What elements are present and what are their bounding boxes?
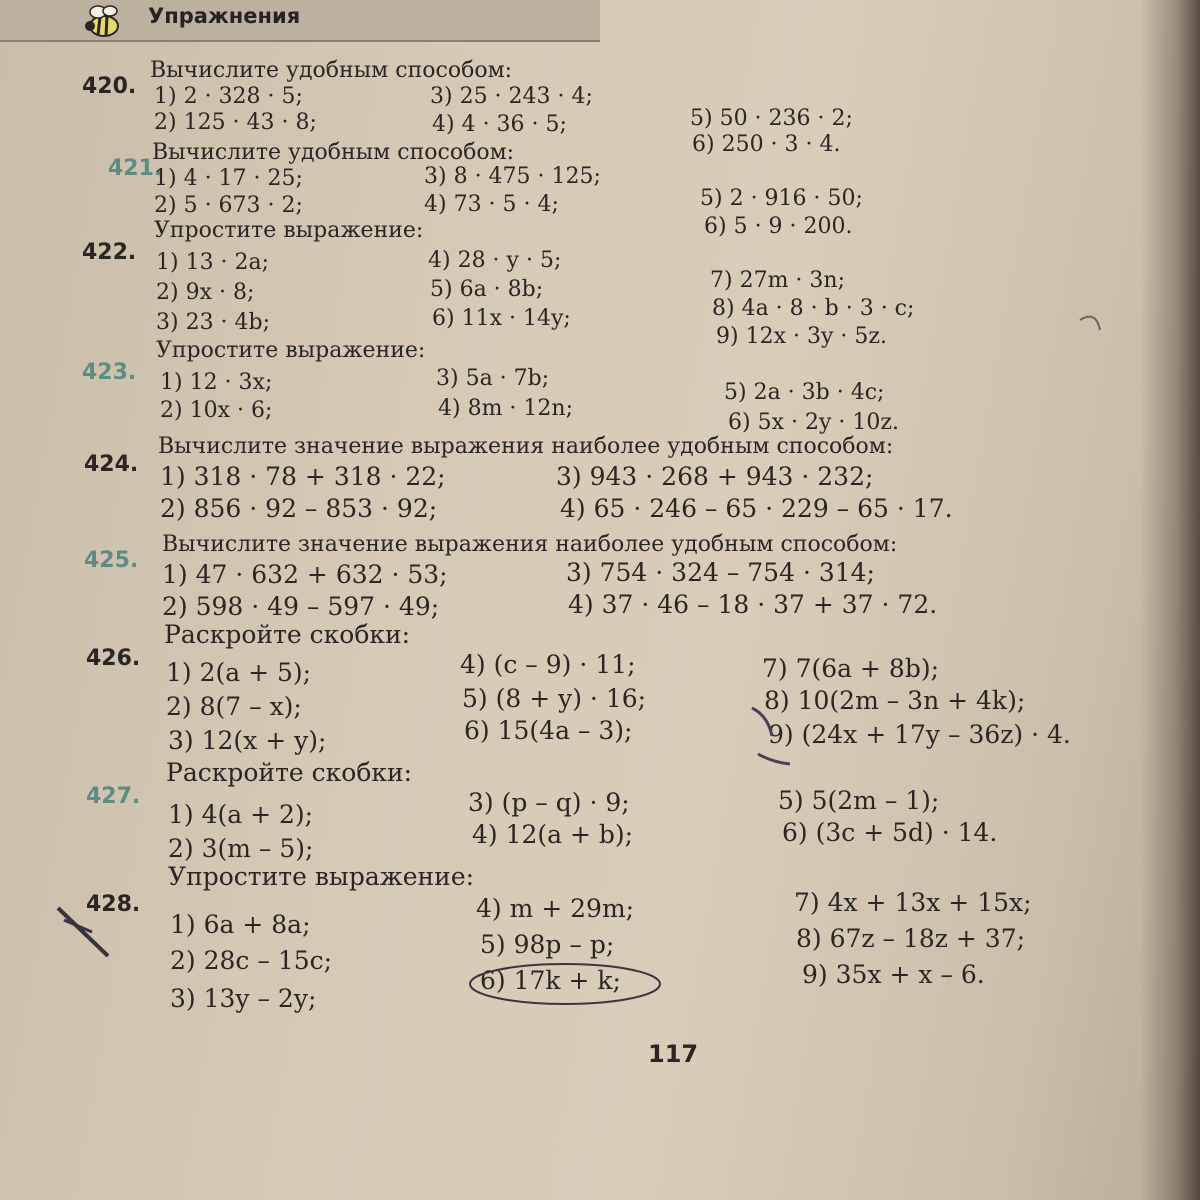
exercise-item: 3) 12(x + y); <box>168 726 327 755</box>
exercise-item: 7) 7(6a + 8b); <box>762 654 940 683</box>
exercise-number: 421. <box>108 156 163 181</box>
exercise-title: Вычислите значение выражения наиболее удобным способом: <box>158 434 894 459</box>
page-mark-icon <box>1080 317 1100 330</box>
exercise-item: 8) 10(2m – 3n + 4k); <box>764 686 1026 715</box>
exercise-item: 3) 8 · 475 · 125; <box>424 164 601 189</box>
check-mark-icon <box>752 708 772 736</box>
exercise-item: 4) 12(a + b); <box>472 820 634 849</box>
exercise-item: 2) 8(7 – x); <box>166 692 302 721</box>
underline-mark-icon <box>758 754 790 764</box>
exercise-title: Раскройте скобки: <box>164 620 411 649</box>
section-title: Упражнения <box>148 4 301 28</box>
exercise-item: 1) 318 · 78 + 318 · 22; <box>160 462 446 491</box>
exercise-number: 428. <box>86 892 141 917</box>
exercise-item: 7) 4x + 13x + 15x; <box>794 888 1032 917</box>
exercise-title: Раскройте скобки: <box>166 758 413 787</box>
pencil-stroke-icon <box>58 908 108 956</box>
exercise-item: 3) 5a · 7b; <box>436 366 550 391</box>
exercise-item: 6) 15(4a – 3); <box>464 716 633 745</box>
exercise-item: 1) 12 · 3x; <box>160 370 273 395</box>
exercise-number: 425. <box>84 548 139 573</box>
exercise-number: 422. <box>82 240 137 265</box>
exercise-item: 5) 2 · 916 · 50; <box>700 186 863 211</box>
exercise-item: 4) (c – 9) · 11; <box>460 650 636 679</box>
exercise-item: 5) 50 · 236 · 2; <box>690 106 853 131</box>
exercise-item: 2) 28c – 15c; <box>170 946 333 975</box>
exercise-item: 4) 37 · 46 – 18 · 37 + 37 · 72. <box>568 590 938 619</box>
page-number: 117 <box>648 1040 699 1068</box>
exercise-item: 2) 856 · 92 – 853 · 92; <box>160 494 438 523</box>
exercise-item: 6) 5x · 2y · 10z. <box>728 410 899 435</box>
exercise-title: Вычислите удобным способом: <box>152 140 515 165</box>
exercise-item: 1) 2(a + 5); <box>166 658 312 687</box>
exercise-item: 4) 28 · y · 5; <box>428 248 562 273</box>
exercise-item: 3) 13y – 2y; <box>170 984 317 1013</box>
exercise-item: 8) 67z – 18z + 37; <box>796 924 1026 953</box>
exercise-item: 3) (p – q) · 9; <box>468 788 630 817</box>
exercise-item: 2) 10x · 6; <box>160 398 273 423</box>
exercise-item: 9) 12x · 3y · 5z. <box>716 324 887 349</box>
exercise-item: 1) 6a + 8a; <box>170 910 311 939</box>
exercise-item: 1) 47 · 632 + 632 · 53; <box>162 560 448 589</box>
exercise-number: 424. <box>84 452 139 477</box>
exercise-item: 8) 4a · 8 · b · 3 · c; <box>712 296 915 321</box>
exercise-number: 420. <box>82 74 137 99</box>
exercise-item: 6) 5 · 9 · 200. <box>704 214 853 239</box>
exercise-item: 2) 9x · 8; <box>156 280 255 305</box>
exercise-number: 423. <box>82 360 137 385</box>
exercise-item: 4) m + 29m; <box>476 894 635 923</box>
exercise-item: 4) 65 · 246 – 65 · 229 – 65 · 17. <box>560 494 953 523</box>
exercise-title: Упростите выражение: <box>154 218 424 243</box>
exercise-item: 3) 943 · 268 + 943 · 232; <box>556 462 874 491</box>
exercise-item: 3) 23 · 4b; <box>156 310 271 335</box>
exercise-item: 1) 2 · 328 · 5; <box>154 84 303 109</box>
exercise-item: 9) 35x + x – 6. <box>802 960 985 989</box>
exercise-item: 3) 25 · 243 · 4; <box>430 84 593 109</box>
exercise-item: 1) 4 · 17 · 25; <box>154 166 303 191</box>
exercise-item: 5) 6a · 8b; <box>430 277 544 302</box>
exercise-item: 2) 5 · 673 · 2; <box>154 193 303 218</box>
exercise-item: 2) 598 · 49 – 597 · 49; <box>162 592 440 621</box>
exercise-item: 9) (24x + 17y – 36z) · 4. <box>768 720 1071 749</box>
exercise-item: 4) 4 · 36 · 5; <box>432 112 567 137</box>
exercise-item: 5) 5(2m – 1); <box>778 786 940 815</box>
exercise-item: 4) 73 · 5 · 4; <box>424 192 559 217</box>
exercise-title: Упростите выражение: <box>168 862 475 891</box>
circle-mark-icon <box>470 964 660 1004</box>
exercise-item: 5) 98p – p; <box>480 930 615 959</box>
exercise-number: 427. <box>86 784 141 809</box>
exercise-item: 7) 27m · 3n; <box>710 268 845 293</box>
exercise-item: 5) (8 + y) · 16; <box>462 684 647 713</box>
exercise-item: 5) 2a · 3b · 4c; <box>724 380 885 405</box>
exercise-title: Вычислите значение выражения наиболее удобным способом: <box>162 532 898 557</box>
exercise-item: 6) 250 · 3 · 4. <box>692 132 841 157</box>
exercise-item: 6) 17k + k; <box>480 966 621 995</box>
exercise-item: 2) 125 · 43 · 8; <box>154 110 317 135</box>
exercise-item: 4) 8m · 12n; <box>438 396 573 421</box>
exercise-number: 426. <box>86 646 141 671</box>
exercise-item: 1) 4(a + 2); <box>168 800 314 829</box>
exercise-item: 2) 3(m – 5); <box>168 834 314 863</box>
exercise-item: 1) 13 · 2a; <box>156 250 270 275</box>
exercise-item: 6) (3c + 5d) · 14. <box>782 818 998 847</box>
exercise-title: Упростите выражение: <box>156 338 426 363</box>
exercise-title: Вычислите удобным способом: <box>150 58 513 83</box>
exercise-item: 6) 11x · 14y; <box>432 306 571 331</box>
exercise-item: 3) 754 · 324 – 754 · 314; <box>566 558 875 587</box>
